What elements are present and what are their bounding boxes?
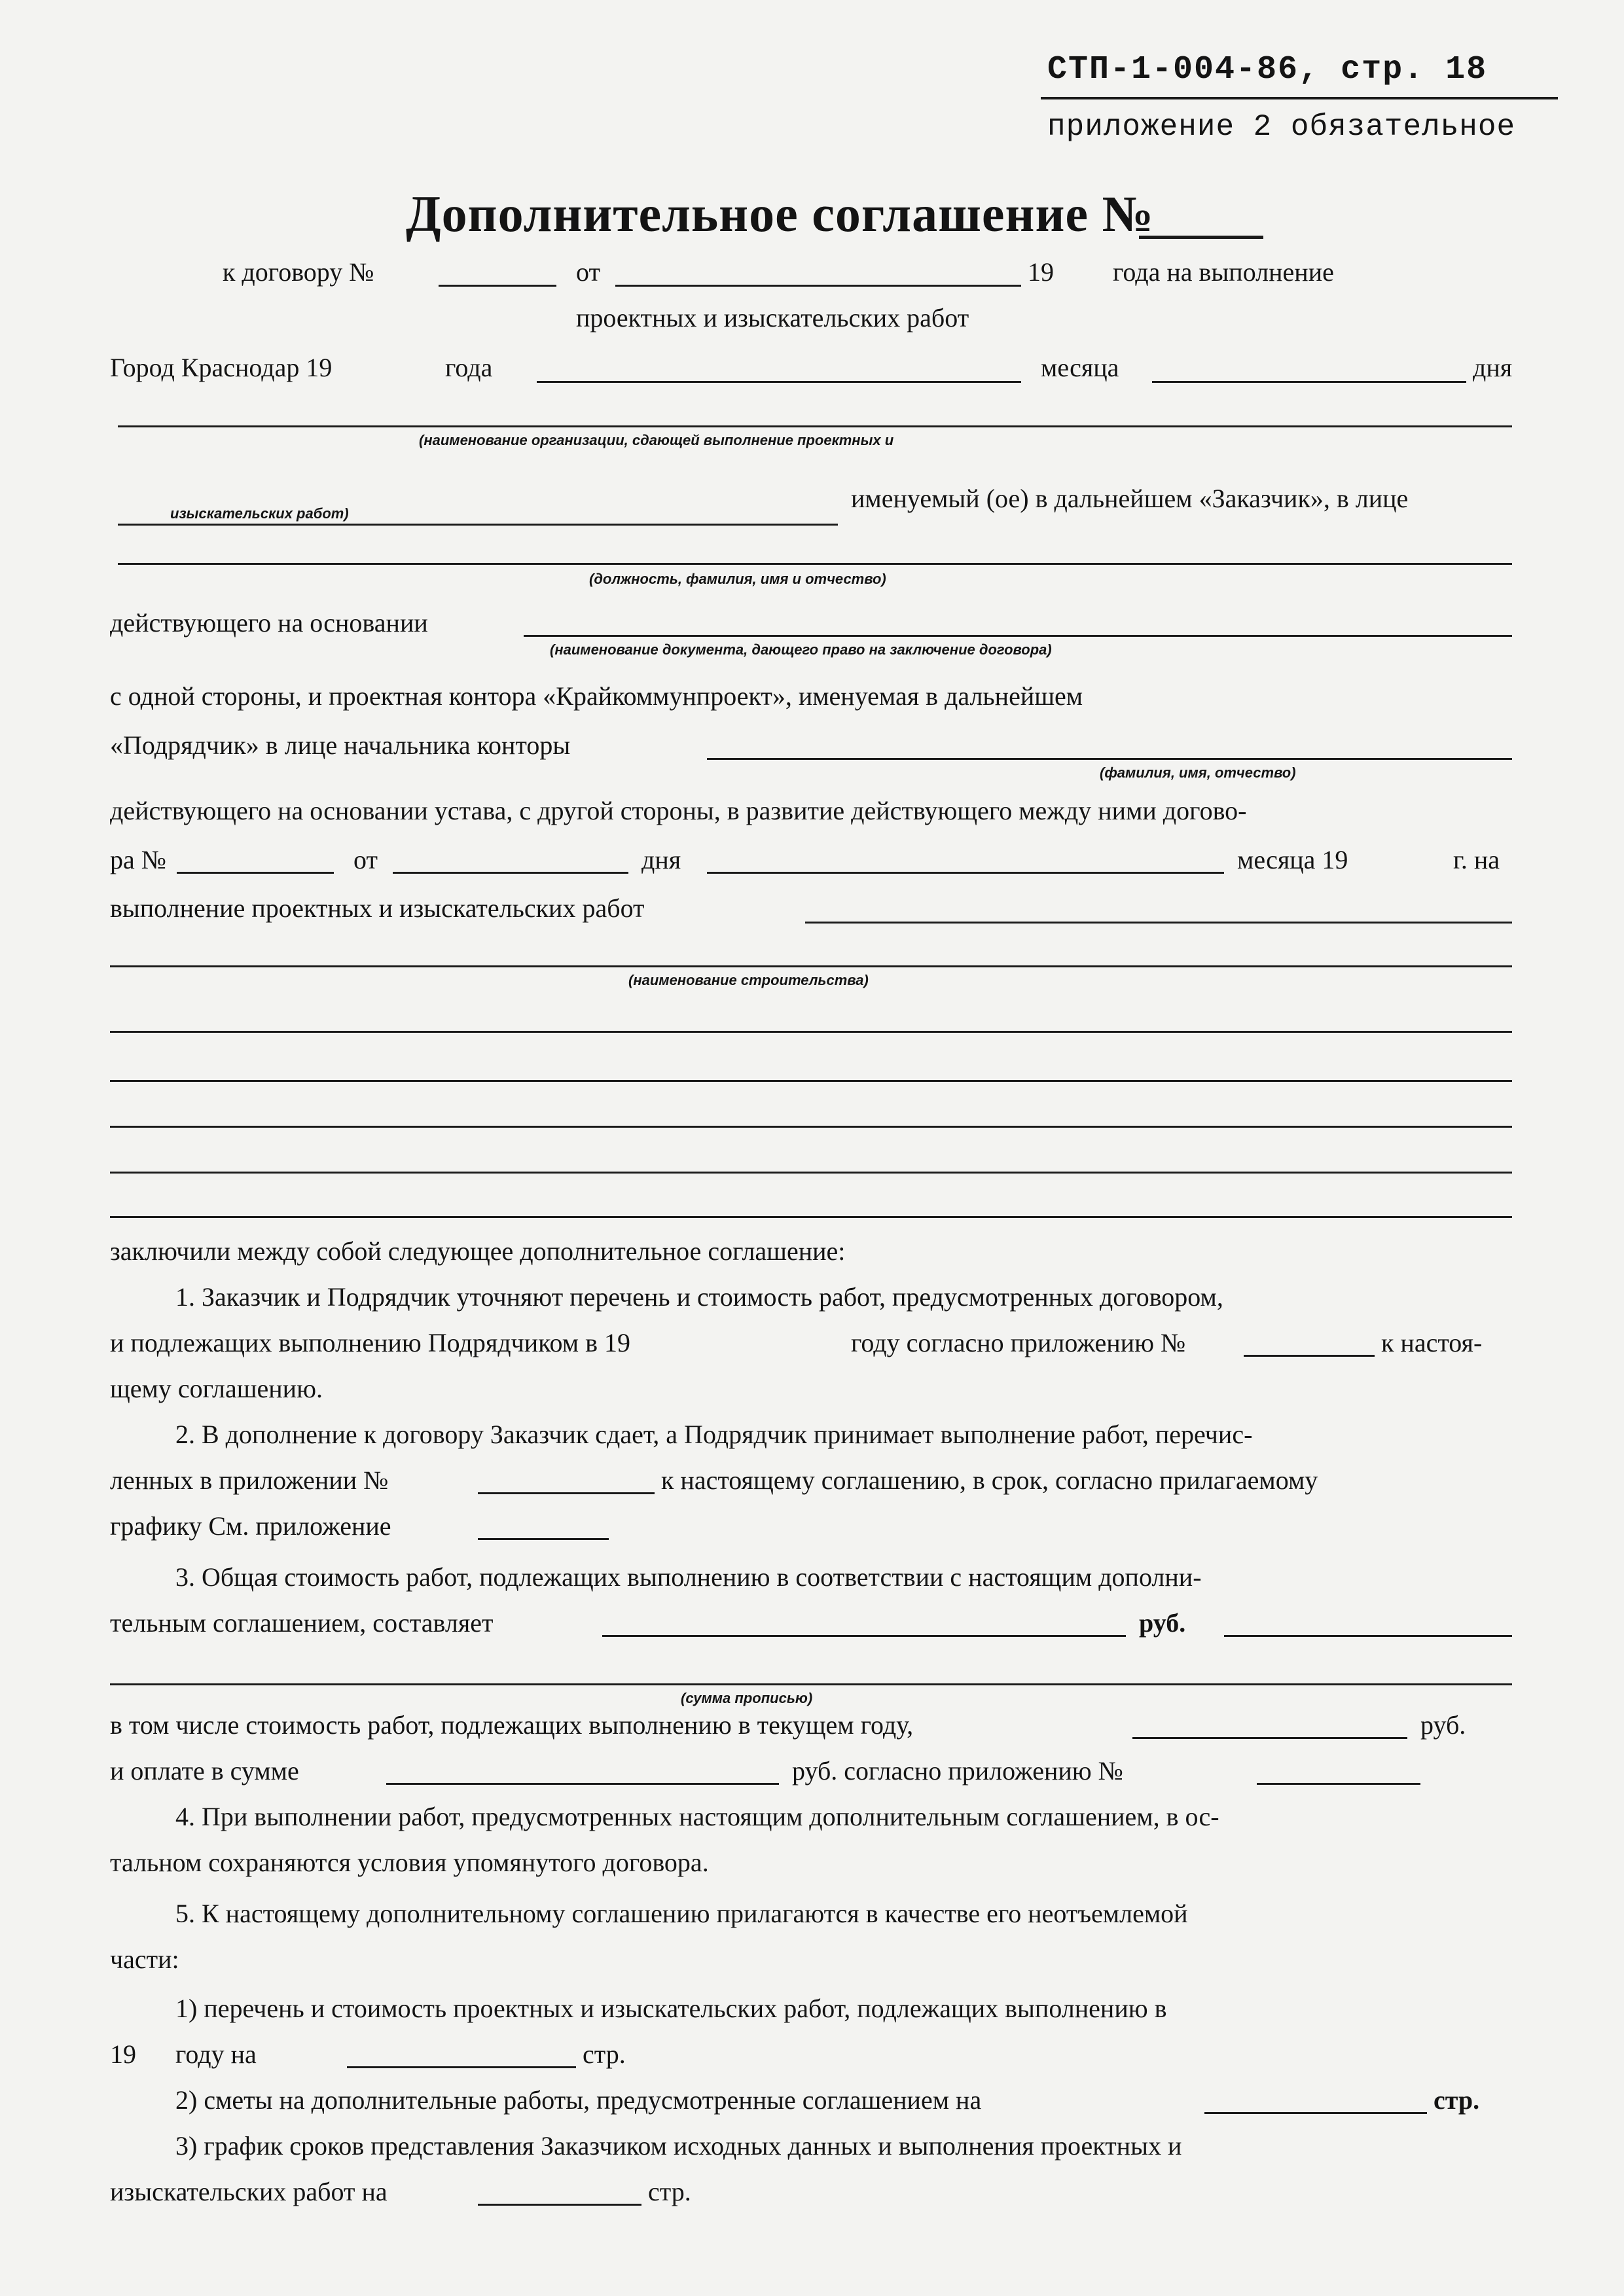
ra-no: ра № — [110, 845, 166, 874]
contract-number-field[interactable] — [439, 285, 556, 287]
clause3-line4a: и оплате в сумме — [110, 1756, 299, 1785]
clause1-line2c: к настоя- — [1381, 1328, 1483, 1357]
organization-field-2[interactable] — [118, 524, 838, 526]
list3-line1: 3) график сроков представления Заказчиком исходных данных и выполнения проектных и — [175, 2131, 1182, 2161]
caption-construction: (наименование строительства) — [628, 972, 869, 988]
current-year-cost-field[interactable] — [1132, 1737, 1407, 1739]
intro-year-prefix: 19 — [1028, 257, 1054, 287]
clause3-line2a: тельным соглашением, составляет — [110, 1608, 494, 1638]
payment-sum-field[interactable] — [386, 1783, 779, 1785]
clause2-line3: графику См. приложение — [110, 1511, 391, 1541]
agreement-number-field[interactable] — [1139, 236, 1263, 239]
acting-charter: действующего на основании устава, с другой стороны, в развитие действующего между ними догово- — [110, 796, 1247, 825]
named-customer: именуемый (ое) в дальнейшем «Заказчик», в лице — [851, 484, 1409, 513]
page-title: Дополнительное соглашение № — [406, 185, 1154, 242]
ra-month: месяца 19 — [1237, 845, 1348, 874]
caption-sum: (сумма прописью) — [681, 1690, 813, 1706]
intro-from: от — [576, 257, 600, 287]
day-word: дня — [1473, 353, 1513, 382]
basis-document-field[interactable] — [524, 635, 1512, 637]
caption-organization: (наименование организации, сдающей выполнение проектных и — [419, 432, 894, 448]
contractor-in-person: «Подрядчик» в лице начальника конторы — [110, 730, 571, 760]
clause1-line2b: году согласно приложению № — [851, 1328, 1186, 1357]
clause1-line1: 1. Заказчик и Подрядчик уточняют перечень и стоимость работ, предусмотренных договором, — [175, 1282, 1223, 1312]
contract2-day-field[interactable] — [393, 872, 628, 874]
ra-from: от — [353, 845, 378, 874]
list2-line: 2) сметы на дополнительные работы, предусмотренные соглашением на — [175, 2085, 982, 2115]
total-cost-kop-field[interactable] — [1224, 1635, 1512, 1637]
rub-label-1: руб. — [1139, 1608, 1186, 1638]
clause4-line1: 4. При выполнении работ, предусмотренных настоящим дополнительным соглашением, в ос- — [175, 1802, 1219, 1831]
acting-on: действующего на основании — [110, 608, 428, 637]
list3-line2: изыскательских работ на — [110, 2177, 388, 2206]
list2-pages-label: стр. — [1434, 2085, 1480, 2115]
concluded-text: заключили между собой следующее дополнительное соглашение: — [110, 1236, 846, 1266]
ra-day: дня — [641, 845, 681, 874]
month-word: месяца — [1041, 353, 1119, 382]
clause4-line2: тальном сохраняются условия упомянутого договора. — [110, 1848, 709, 1877]
clause2-line2a: ленных в приложении № — [110, 1465, 389, 1495]
director-name-field[interactable] — [707, 758, 1512, 760]
construction-field-1[interactable] — [805, 922, 1512, 924]
rub-label-2: руб. — [1420, 1710, 1466, 1740]
clause1-line2a: и подлежащих выполнению Подрядчиком в 19 — [110, 1328, 630, 1357]
construction-field-6[interactable] — [110, 1172, 1512, 1174]
caption-document: (наименование документа, дающего право на заключение договора) — [550, 641, 1052, 658]
clause3-line1: 3. Общая стоимость работ, подлежащих выполнению в соответствии с настоящим дополни- — [175, 1562, 1202, 1592]
construction-field-2[interactable] — [110, 965, 1512, 967]
clause3-line3: в том числе стоимость работ, подлежащих выполнению в текущем году, — [110, 1710, 914, 1740]
ra-g-na: г. на — [1453, 845, 1500, 874]
list1-for: году на — [175, 2039, 257, 2069]
construction-field-5[interactable] — [110, 1126, 1512, 1128]
clause2-appendix-field[interactable] — [478, 1492, 655, 1494]
caption-position: (должность, фамилия, имя и отчество) — [589, 571, 886, 587]
appendix-label: приложение 2 обязательное — [1047, 110, 1516, 144]
clause5-line2: части: — [110, 1945, 179, 1974]
day-field[interactable] — [1152, 381, 1466, 383]
organization-field[interactable] — [118, 425, 1512, 427]
clause2-line2b: к настоящему соглашению, в срок, согласно прилагаемому — [661, 1465, 1318, 1495]
caption-organization-2: изыскательских работ) — [170, 505, 349, 522]
intro-execution: года на выполнение — [1113, 257, 1334, 287]
list2-pages-field[interactable] — [1204, 2112, 1427, 2114]
list3-pages-field[interactable] — [478, 2204, 641, 2206]
month-name-field[interactable] — [537, 381, 1021, 383]
caption-fio: (фамилия, имя, отчество) — [1100, 764, 1296, 781]
list3-pages-label: стр. — [648, 2177, 691, 2206]
list1-pages-label: стр. — [583, 2039, 626, 2069]
header-underline — [1041, 97, 1558, 99]
list1-pages-field[interactable] — [347, 2066, 576, 2068]
clause2-line1: 2. В дополнение к договору Заказчик сдает, а Подрядчик принимает выполнение работ, перечис- — [175, 1420, 1253, 1449]
year-word: года — [445, 353, 493, 382]
construction-field-3[interactable] — [110, 1031, 1512, 1033]
clause3-line4b: руб. согласно приложению № — [792, 1756, 1123, 1785]
list1-year: 19 — [110, 2039, 136, 2069]
city-year: Город Краснодар 19 — [110, 353, 333, 382]
contract2-number-field[interactable] — [177, 872, 334, 874]
clause1-line3: щему соглашению. — [110, 1374, 323, 1403]
execution-works: выполнение проектных и изыскательских работ — [110, 893, 645, 923]
contract-date-field[interactable] — [615, 285, 1021, 287]
clause5-line1: 5. К настоящему дополнительному соглашению прилагаются в качестве его неотъемлемой — [175, 1899, 1188, 1928]
sum-in-words-field[interactable] — [110, 1683, 1512, 1685]
position-field[interactable] — [118, 563, 1512, 565]
contract2-month-field[interactable] — [707, 872, 1224, 874]
payment-appendix-field[interactable] — [1257, 1783, 1420, 1785]
document-code: СТП-1-004-86, стр. 18 — [1047, 51, 1488, 88]
construction-field-4[interactable] — [110, 1080, 1512, 1082]
intro-works: проектных и изыскательских работ — [576, 303, 969, 332]
clause2-schedule-field[interactable] — [478, 1538, 609, 1540]
total-cost-rub-field[interactable] — [602, 1635, 1126, 1637]
construction-field-7[interactable] — [110, 1216, 1512, 1218]
clause1-appendix-field[interactable] — [1244, 1355, 1375, 1357]
intro-contract-no: к договору № — [223, 257, 374, 287]
list1-line1: 1) перечень и стоимость проектных и изыскательских работ, подлежащих выполнению в — [175, 1994, 1167, 2023]
one-side-text: с одной стороны, и проектная контора «Крайкоммунпроект», именуемая в дальнейшем — [110, 681, 1083, 711]
